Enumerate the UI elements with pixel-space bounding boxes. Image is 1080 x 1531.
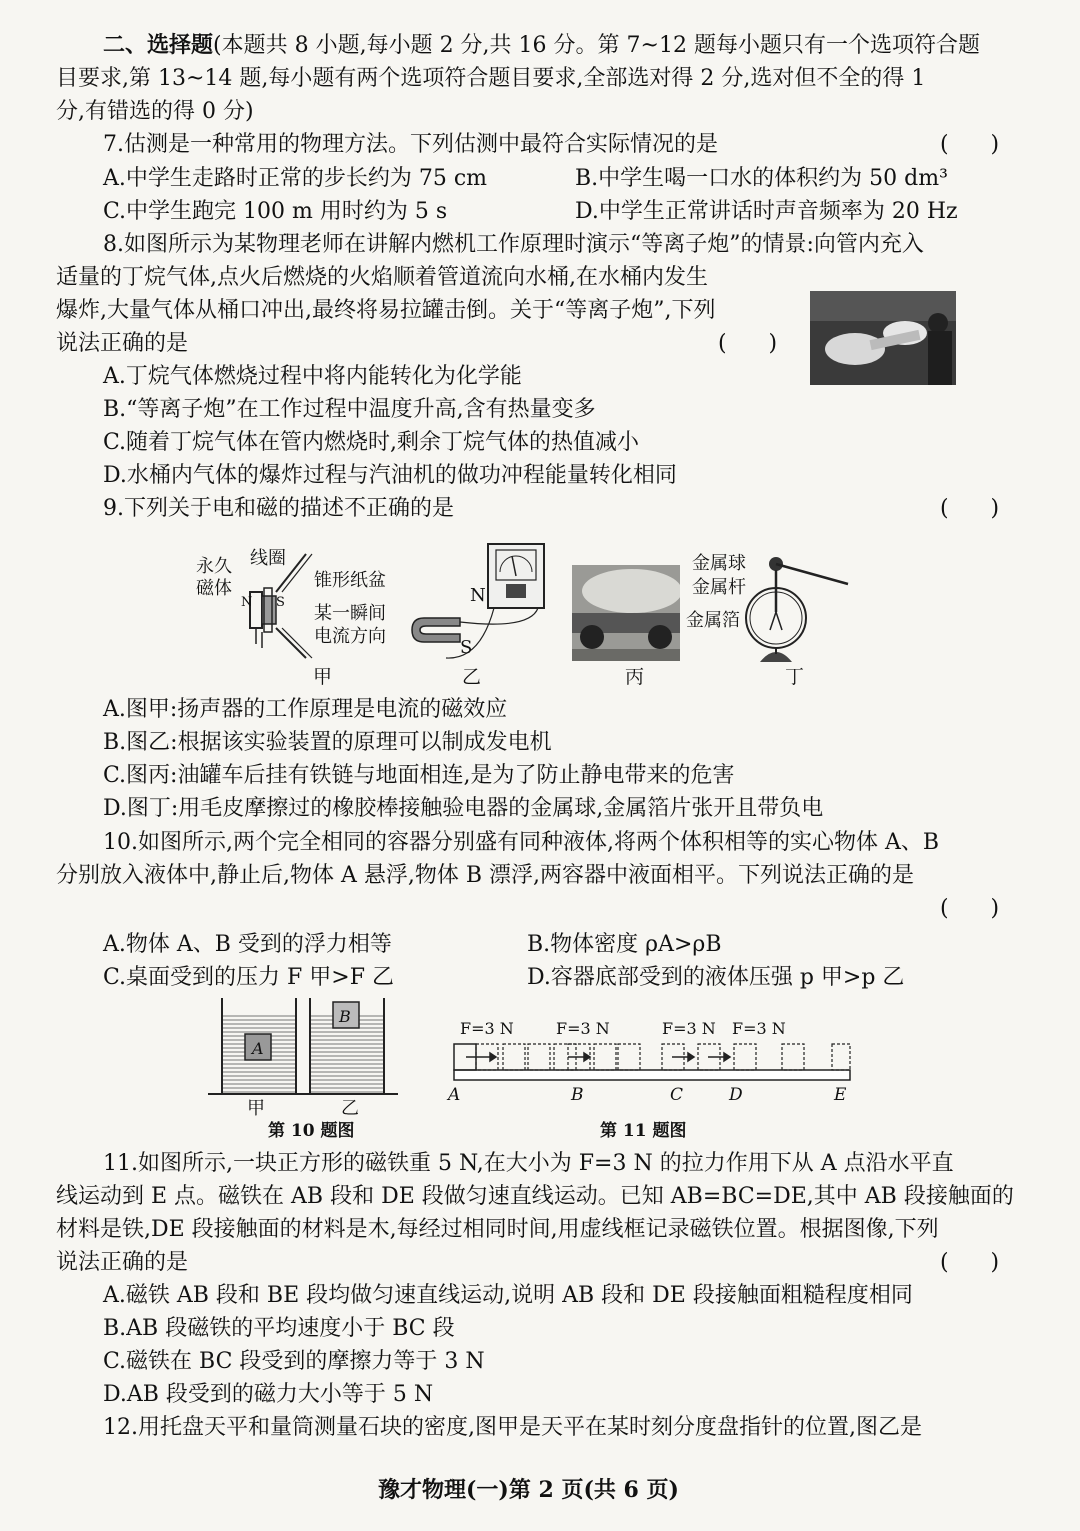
q9-option-b: B.图乙:根据该实验装置的原理可以制成发电机 <box>103 730 552 755</box>
caption-jia: 甲 <box>313 666 333 688</box>
caption-bing: 丙 <box>625 666 645 688</box>
q10-option-a: A.物体 A、B 受到的浮力相等 <box>103 932 392 957</box>
label-point-c: C <box>670 1085 684 1105</box>
q9-answer-bracket[interactable]: ( ) <box>940 496 1000 521</box>
q9-option-c: C.图丙:油罐车后挂有铁链与地面相连,是为了防止静电带来的危害 <box>103 763 735 788</box>
label-current-1: 某一瞬间 <box>314 603 386 624</box>
label-force-4: F=3 N <box>732 1019 786 1038</box>
q7-option-a: A.中学生走路时正常的步长约为 75 cm <box>103 166 488 191</box>
q11-stem-line-4: 说法正确的是 <box>56 1250 189 1275</box>
label-force-3: F=3 N <box>662 1019 716 1038</box>
q11-option-c: C.磁铁在 BC 段受到的摩擦力等于 3 N <box>103 1349 485 1374</box>
label-magnet-n: N <box>470 585 486 606</box>
label-cone: 锥形纸盆 <box>314 570 386 591</box>
plasma-cannon-photo-image <box>810 291 956 385</box>
label-permanent-magnet-2: 磁体 <box>196 578 232 599</box>
label-object-b: B <box>339 1007 351 1026</box>
q9-stem: 9.下列关于电和磁的描述不正确的是 <box>103 496 454 521</box>
q8-option-d: D.水桶内气体的爆炸过程与汽油机的做功冲程能量转化相同 <box>103 463 677 488</box>
label-metal-ball: 金属球 <box>692 553 746 574</box>
q7-answer-bracket[interactable]: ( ) <box>940 132 1000 157</box>
label-point-a: A <box>448 1085 461 1105</box>
label-speaker-n: N <box>241 595 253 610</box>
q8-stem-line-3: 爆炸,大量气体从桶口冲出,最终将易拉罐击倒。关于“等离子炮”,下列 <box>56 298 716 323</box>
q10-option-b: B.物体密度 ρA>ρB <box>527 932 722 957</box>
electroscope-diagram <box>740 550 850 665</box>
section-title: 二、选择题 <box>103 32 214 58</box>
label-magnet-s: S <box>460 637 473 658</box>
q8-option-b: B.“等离子炮”在工作过程中温度升高,含有热量变多 <box>103 397 596 422</box>
section-intro-text: (本题共 8 小题,每小题 2 分,共 16 分。第 7~12 题每小题只有一个选项符合题 <box>213 33 980 58</box>
q11-option-d: D.AB 段受到的磁力大小等于 5 N <box>103 1382 434 1407</box>
q7-option-c: C.中学生跑完 100 m 用时约为 5 s <box>103 199 448 224</box>
q9-option-a: A.图甲:扬声器的工作原理是电流的磁效应 <box>103 697 508 722</box>
section-intro-line-2: 目要求,第 13~14 题,每小题有两个选项符合题目要求,全部选对得 2 分,选对但不全的得 1 <box>56 66 926 91</box>
q10-stem-line-2: 分别放入液体中,静止后,物体 A 悬浮,物体 B 漂浮,两容器中液面相平。下列说法正确的是 <box>56 863 915 888</box>
q11-stem-line-2: 线运动到 E 点。磁铁在 AB 段和 DE 段做匀速直线运动。已知 AB=BC=DE,其中 AB 段接触面的 <box>56 1184 1014 1209</box>
section-intro-line-1 <box>103 30 980 61</box>
q8-option-c: C.随着丁烷气体在管内燃烧时,剩余丁烷气体的热值减小 <box>103 430 640 455</box>
label-point-b: B <box>571 1085 584 1105</box>
label-metal-rod: 金属杆 <box>692 577 746 598</box>
fig10-caption: 第 10 题图 <box>268 1121 355 1141</box>
q11-answer-bracket[interactable]: ( ) <box>940 1250 1000 1275</box>
label-container-jia: 甲 <box>247 1098 265 1119</box>
label-speaker-s: S <box>276 595 285 610</box>
label-point-e: E <box>834 1085 847 1105</box>
label-metal-foil: 金属箔 <box>686 610 740 631</box>
q11-stem-line-1: 11.如图所示,一块正方形的磁铁重 5 N,在大小为 F=3 N 的拉力作用下从 A 点沿水平直 <box>103 1151 954 1176</box>
q8-stem-line-1: 8.如图所示为某物理老师在讲解内燃机工作原理时演示“等离子炮”的情景:向管内充入 <box>103 232 924 257</box>
q8-answer-bracket[interactable]: ( ) <box>718 331 778 356</box>
q11-stem-line-3: 材料是铁,DE 段接触面的材料是木,每经过相同时间,用虚线框记录磁铁位置。根据图像,下列 <box>56 1217 939 1242</box>
label-force-2: F=3 N <box>556 1019 610 1038</box>
label-force-1: F=3 N <box>460 1019 514 1038</box>
label-point-d: D <box>729 1085 743 1105</box>
caption-yi: 乙 <box>462 666 482 688</box>
q12-stem-line-1: 12.用托盘天平和量筒测量石块的密度,图甲是天平在某时刻分度盘指针的位置,图乙是 <box>103 1415 922 1440</box>
label-container-yi: 乙 <box>341 1098 359 1119</box>
q8-stem-line-2: 适量的丁烷气体,点火后燃烧的火焰顺着管道流向水桶,在水桶内发生 <box>56 265 708 290</box>
label-coil: 线圈 <box>250 548 286 569</box>
label-current-2: 电流方向 <box>314 626 386 647</box>
q10-answer-bracket[interactable]: ( ) <box>940 896 1000 921</box>
tanker-truck-photo-image <box>572 565 680 661</box>
caption-ding: 丁 <box>785 666 805 688</box>
q8-option-a: A.丁烷气体燃烧过程中将内能转化为化学能 <box>103 364 522 389</box>
plasma-cannon-photo <box>810 291 956 385</box>
magnet-track-diagram <box>446 1036 856 1086</box>
section-intro-line-3: 分,有错选的得 0 分) <box>56 99 254 124</box>
containers-diagram <box>208 998 398 1102</box>
q7-option-b: B.中学生喝一口水的体积约为 50 dm³ <box>575 166 948 191</box>
tanker-truck-photo <box>572 565 680 661</box>
q11-option-b: B.AB 段磁铁的平均速度小于 BC 段 <box>103 1316 455 1341</box>
label-object-a: A <box>252 1039 264 1058</box>
q8-stem-line-4: 说法正确的是 <box>56 331 189 356</box>
q11-option-a: A.磁铁 AB 段和 BE 段均做匀速直线运动,说明 AB 段和 DE 段接触面粗糙程度相同 <box>103 1283 913 1308</box>
q7-option-d: D.中学生正常讲话时声音频率为 20 Hz <box>575 199 958 224</box>
q9-option-d: D.图丁:用毛皮摩擦过的橡胶棒接触验电器的金属球,金属箔片张开且带负电 <box>103 796 824 821</box>
q10-option-d: D.容器底部受到的液体压强 p 甲>p 乙 <box>527 965 905 990</box>
q10-option-c: C.桌面受到的压力 F 甲>F 乙 <box>103 965 394 990</box>
q10-stem-line-1: 10.如图所示,两个完全相同的容器分别盛有同种液体,将两个体积相等的实心物体 A、B <box>103 830 940 855</box>
page-footer: 豫才物理(一)第 2 页(共 6 页) <box>378 1477 679 1503</box>
q7-stem: 7.估测是一种常用的物理方法。下列估测中最符合实际情况的是 <box>103 132 718 157</box>
fig11-caption: 第 11 题图 <box>600 1121 687 1141</box>
label-permanent-magnet-1: 永久 <box>196 556 232 577</box>
